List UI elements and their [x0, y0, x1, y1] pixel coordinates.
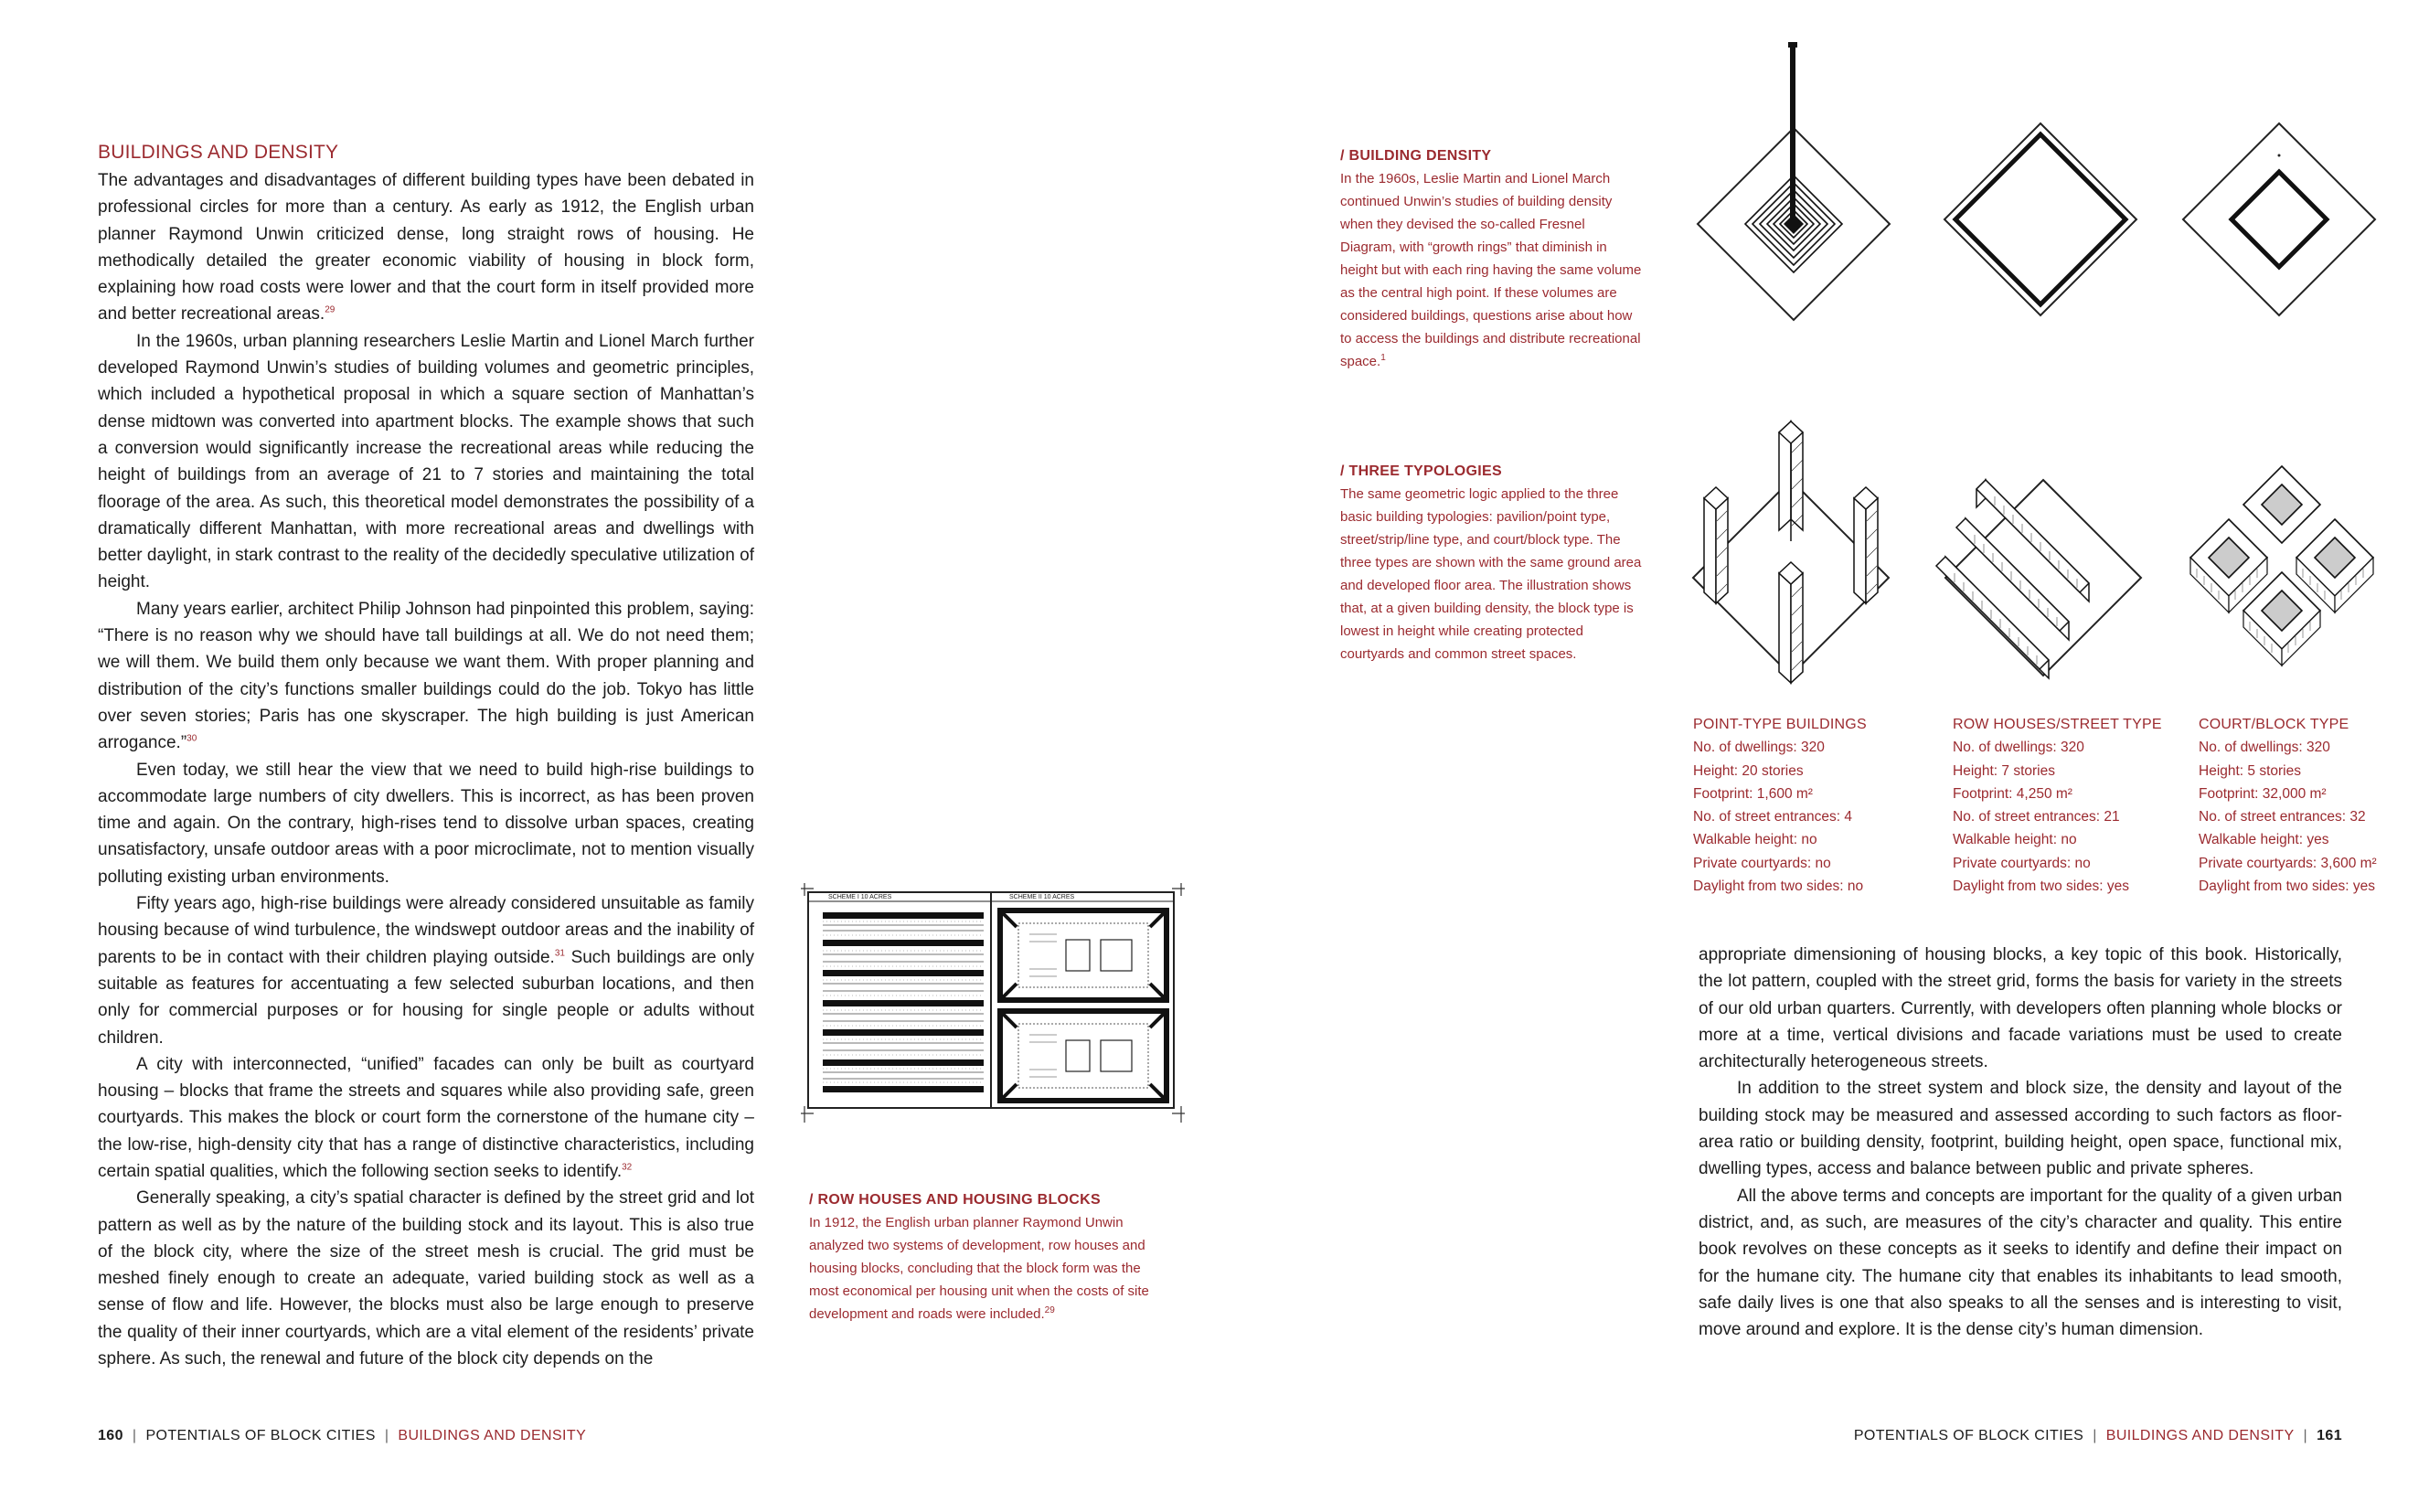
unwin-site-plan-illustration — [801, 883, 1185, 1123]
scheme-1-label: SCHEME I 10 ACRES — [828, 894, 892, 900]
stat-line: Private courtyards: no — [1953, 855, 2091, 871]
footnote-ref[interactable]: 32 — [622, 1162, 633, 1173]
footnote-ref[interactable]: 29 — [1044, 1305, 1055, 1315]
body-paragraph: appropriate dimensioning of housing blocks, a key topic of this book. Historically, the lot pattern, coupled with the street grid, forms the basis for variety in the streets of our old urban quarters. Currently, with developers often planning whole blocks or more at a time, vertical divisions and facade variations must be used to create architecturally heterogeneous streets. — [1699, 945, 2342, 1072]
section-heading: BUILDINGS AND DENSITY — [98, 142, 339, 163]
stat-line: Daylight from two sides: yes — [1953, 878, 2129, 895]
stat-line: Height: 5 stories — [2199, 762, 2301, 779]
stat-line: No. of street entrances: 21 — [1953, 809, 2120, 825]
stats-title: ROW HOUSES/STREET TYPE — [1953, 717, 2162, 732]
page-number: 161 — [2317, 1428, 2342, 1443]
scheme-2-label: SCHEME II 10 ACRES — [1009, 894, 1075, 900]
stat-line: Walkable height: no — [1953, 832, 2077, 848]
main-text-column-left — [98, 142, 754, 1372]
body-paragraph: Fifty years ago, high-rise buildings were already considered unsuitable as family housing because of wind turbulence, the windswept outdoor areas and the inability of parents to be in contact with their children playing outside.$^{31}$ Such buildings are only suitable as features for accentuating a few selected suburban locations, and then only for commercial purposes or for housing for single people or adults without children. — [98, 894, 754, 1048]
caption-three-typologies — [1340, 460, 1642, 665]
stat-line: Private courtyards: no — [1693, 855, 1831, 871]
footnote-ref[interactable]: 31 — [554, 948, 565, 959]
stat-line: Height: 7 stories — [1953, 762, 2055, 779]
row-houses-scheme — [823, 912, 984, 1092]
body-paragraph: Generally speaking, a city’s spatial character is defined by the street grid and lot pattern as well as by the nature of the building stock and its layout. This is also true of the block city, where the size of the street mesh is crucial. The grid must be meshed finely enough to create an adequate, varied building stock as well as a sense of flow and life. However, the blocks must also be large enough to preserve the quality of their inner courtyards, which are a vital element of the residents’ private sphere. As such, the renewal and future of the block city depends on the — [98, 1188, 754, 1369]
stat-line: Height: 20 stories — [1693, 762, 1804, 779]
footnote-ref[interactable]: 29 — [325, 305, 336, 316]
stats-row-houses — [1953, 713, 2162, 898]
stats-point-buildings — [1693, 713, 1867, 898]
fresnel-diagram-ring — [1940, 119, 2141, 329]
stat-line: No. of dwellings: 320 — [2199, 740, 2330, 756]
stat-line: No. of dwellings: 320 — [1693, 740, 1825, 756]
stats-court-blocks — [2199, 713, 2377, 898]
typology-court-blocks — [2179, 462, 2385, 699]
body-paragraph: Even today, we still hear the view that we need to build high-rise buildings to accommodate large numbers of city dwellers. This is incorrect, as has been proven time and again. On the contrary, high-rises tend to dissolve urban spaces, creating unsatisfactory, unsafe outdoor areas with a poor microclimate, not to mention visually polluting existing urban environments. — [98, 760, 754, 887]
caption-title: / THREE TYPOLOGIES — [1340, 463, 1502, 479]
body-paragraph: A city with interconnected, “unified” facades can only be built as courtyard housing – blocks that frame the streets and squares while also providing safe, green courtyards. This makes the block or court form the cornerstone of the humane city – the low-rise, high-density city that has a range of distinctive characteristics, including certain spatial qualities, which the following section seeks to identify.$^{32}$ — [98, 1054, 754, 1181]
stat-line: Footprint: 32,000 m² — [2199, 785, 2327, 802]
stats-title: POINT-TYPE BUILDINGS — [1693, 717, 1867, 732]
stat-line: Walkable height: no — [1693, 832, 1817, 848]
footnote-ref[interactable]: 1 — [1380, 353, 1386, 363]
running-section: POTENTIALS OF BLOCK CITIES — [1853, 1428, 2084, 1443]
stat-line: No. of street entrances: 32 — [2199, 809, 2366, 825]
caption-text: The same geometric logic applied to the three basic building typologies: pavilion/point type, street/strip/line type, and court/block type. The three types are shown with the same ground area and developed floor area. The illustration shows that, at a given building density, the block type is lowest in height while creating protected courtyards and common street spaces. — [1340, 486, 1642, 662]
typology-row-houses — [1940, 453, 2147, 699]
caption-text: In the 1960s, Leslie Martin and Lionel March continued Unwin’s studies of building density when they devised the so-called Fresnel Diagram, with “growth rings” that diminish in height but with each ring having the same volume as the central high point. If these volumes are considered buildings, questions arise about how to access the buildings and distribute recreational space.$^1$ — [1340, 171, 1642, 369]
housing-blocks-scheme — [1000, 910, 1167, 1101]
stat-line: Daylight from two sides: no — [1693, 878, 1864, 895]
stats-title: COURT/BLOCK TYPE — [2199, 717, 2349, 732]
caption-building-density — [1340, 144, 1642, 373]
stat-line: Footprint: 4,250 m² — [1953, 785, 2072, 802]
caption-title: / BUILDING DENSITY — [1340, 148, 1492, 164]
fresnel-diagram-inner-ring — [2179, 119, 2380, 329]
stat-line: Daylight from two sides: yes — [2199, 878, 2375, 895]
body-paragraph: All the above terms and concepts are important for the quality of a given urban district, and, as such, are measures of the city’s character and quality. This entire book revolves on these concepts as it seeks to identify and define their impact on for the humane city. The humane city that enables its inhabitants to lead smooth, safe daily lives is one that also speaks to all the senses and is interesting to visit, move around and explore. It is the dense city’s human dimension. — [1699, 1186, 2342, 1340]
stat-line: Private courtyards: 3,600 m² — [2199, 855, 2377, 871]
typology-point-buildings — [1688, 416, 1894, 699]
stat-line: Walkable height: yes — [2199, 832, 2329, 848]
stat-line: No. of dwellings: 320 — [1953, 740, 2084, 756]
fresnel-diagram-high-point — [1693, 37, 1894, 329]
stat-line: Footprint: 1,600 m² — [1693, 785, 1813, 802]
page-number: 160 — [98, 1428, 123, 1443]
body-paragraph: Many years earlier, architect Philip Johnson had pinpointed this problem, saying: “There is no reason why we should have tall buildings at all. We do not need them; we will them. We build them only because we want them. With proper planning and distribution of the city’s functions smaller buildings could do the job. Tokyo has little over seven stories; Paris has one skyscraper. The high building is just American arrogance.”$^{30}$ — [98, 599, 754, 753]
caption-text: In 1912, the English urban planner Raymond Unwin analyzed two systems of development, row houses and housing blocks, concluding that the block form was the most economical per housing unit when the costs of site development and roads were included.$^{29}$ — [809, 1215, 1149, 1322]
footer-right: POTENTIALS OF BLOCK CITIES | BUILDINGS AND DENSITY | 161 — [1853, 1428, 2342, 1443]
running-chapter: BUILDINGS AND DENSITY — [2105, 1428, 2295, 1443]
stat-line: No. of street entrances: 4 — [1693, 809, 1853, 825]
running-section: POTENTIALS OF BLOCK CITIES — [145, 1428, 376, 1443]
footnote-ref[interactable]: 30 — [186, 733, 197, 744]
footer-left: 160 | POTENTIALS OF BLOCK CITIES | BUILDINGS AND DENSITY — [98, 1428, 587, 1443]
caption-row-houses — [809, 1188, 1156, 1326]
main-text-column-right — [1699, 942, 2342, 1343]
body-paragraph: In addition to the street system and block size, the density and layout of the building stock may be measured and assessed according to such factors as floor-area ratio or building density, footprint, building height, open space, functional mix, dwelling types, access and balance between public and private spheres. — [1699, 1079, 2342, 1179]
caption-title: / ROW HOUSES AND HOUSING BLOCKS — [809, 1192, 1101, 1208]
body-paragraph: In the 1960s, urban planning researchers Leslie Martin and Lionel March further developed Raymond Unwin’s studies of building volumes and geometric principles, which included a hypothetical proposal in which a square section of Manhattan’s dense midtown was converted into apartment blocks. The example shows that such a conversion would significantly increase the recreational areas while reducing the height of buildings from an average of 21 to 7 stories and maintaining the total floorage of the area. As such, this theoretical model demonstrates the possibility of a dramatically different Manhattan, with more recreational areas and dwellings with better daylight, in stark contrast to the reality of the decidedly speculative utilization of height. — [98, 331, 754, 592]
running-chapter: BUILDINGS AND DENSITY — [398, 1428, 587, 1443]
body-paragraph: The advantages and disadvantages of different building types have been debated in professional circles for more than a century. As early as 1912, the English urban planner Raymond Unwin criticized dense, long straight rows of housing. He methodically detailed the greater economic viability of housing in block form, explaining how road costs were lower and that the court form in itself provided more and better recreational areas.$^{29}$ — [98, 171, 754, 325]
